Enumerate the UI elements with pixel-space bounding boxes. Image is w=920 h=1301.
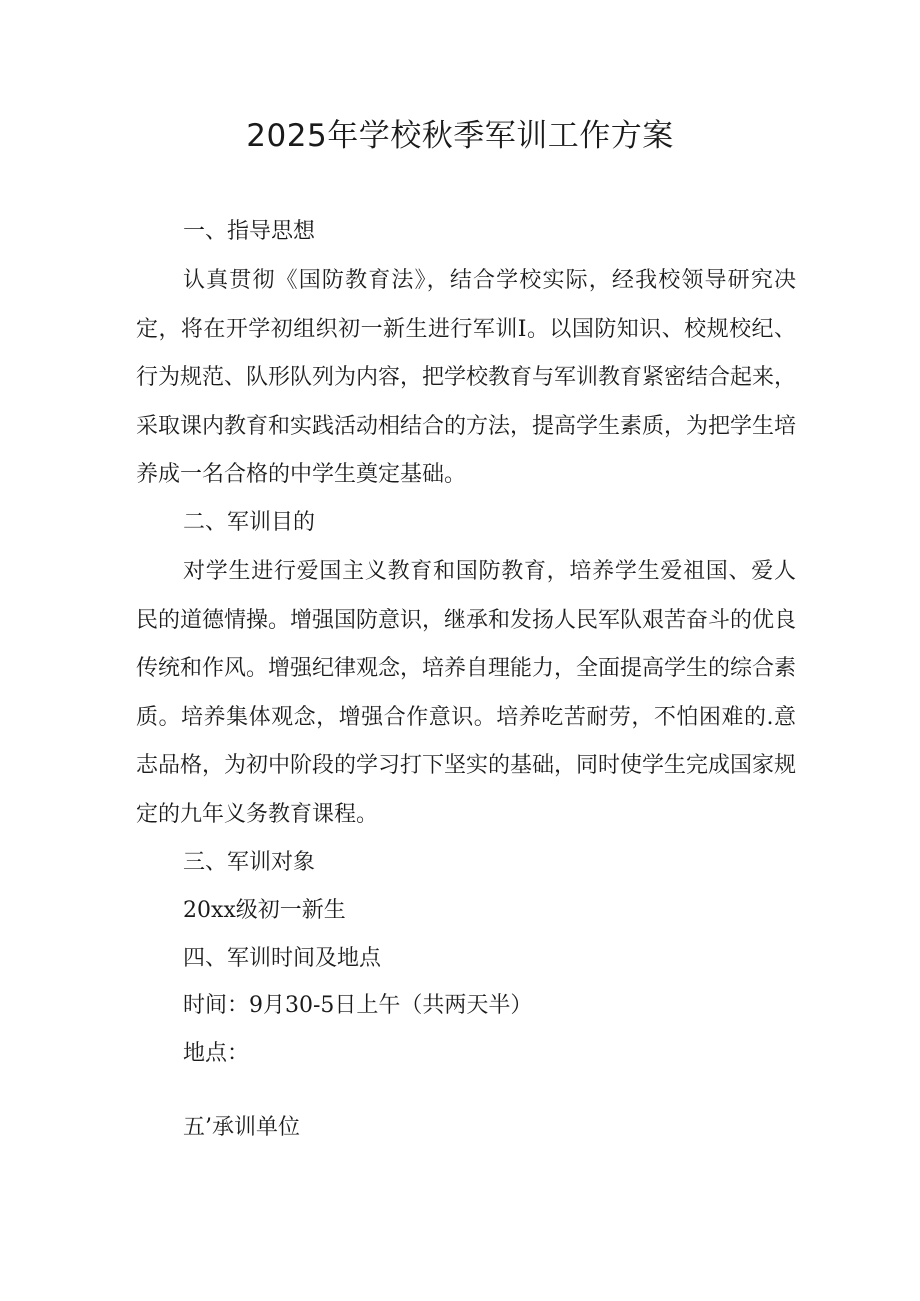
section-heading-training-purpose: 二、军训目的 [183,510,316,535]
paragraph-training-purpose: 对学生进行爱国主义教育和国防教育，培养学生爱祖国、爱人民的道德情操。增强国防意识，继承和发扬人民军队艰苦奋斗的优良传统和作风。增强纪律观念，培养自理能力，全面提高学生的综合素质。培养集体观念，增强合作意识。培养吃苦耐劳，不怕困难的.意志品格，为初中阶段的学习打下坚实的基础，同时使学生完成国家规定的九年义务教育课程。 [136,559,797,827]
section-heading-training-target: 三、军训对象 [183,850,316,875]
training-place-line: 地点： [183,1041,250,1066]
paragraph-guiding-ideology: 认真贯彻《国防教育法》，结合学校实际，经我校领导研究决定，将在开学初组织初一新生进行军训I。以国防知识、校规校纪、行为规范、队形队列为内容，把学校教育与军训教育紧密结合起来，采取课内教育和实践活动相结合的方法，提高学生素质，为把学生培养成一名合格的中学生奠定基础。 [136,268,797,487]
training-time-line: 时间：9月30-5日上午（共两天半） [183,993,533,1018]
section-heading-guiding-ideology: 一、指导思想 [183,219,316,244]
section-heading-time-place: 四、军训时间及地点 [183,946,382,971]
document-title: 2025年学校秋季军训工作方案 [246,118,674,154]
training-target-line: 20xx级初一新生 [183,898,346,923]
section-heading-training-unit: 五’承训单位 [183,1115,300,1140]
